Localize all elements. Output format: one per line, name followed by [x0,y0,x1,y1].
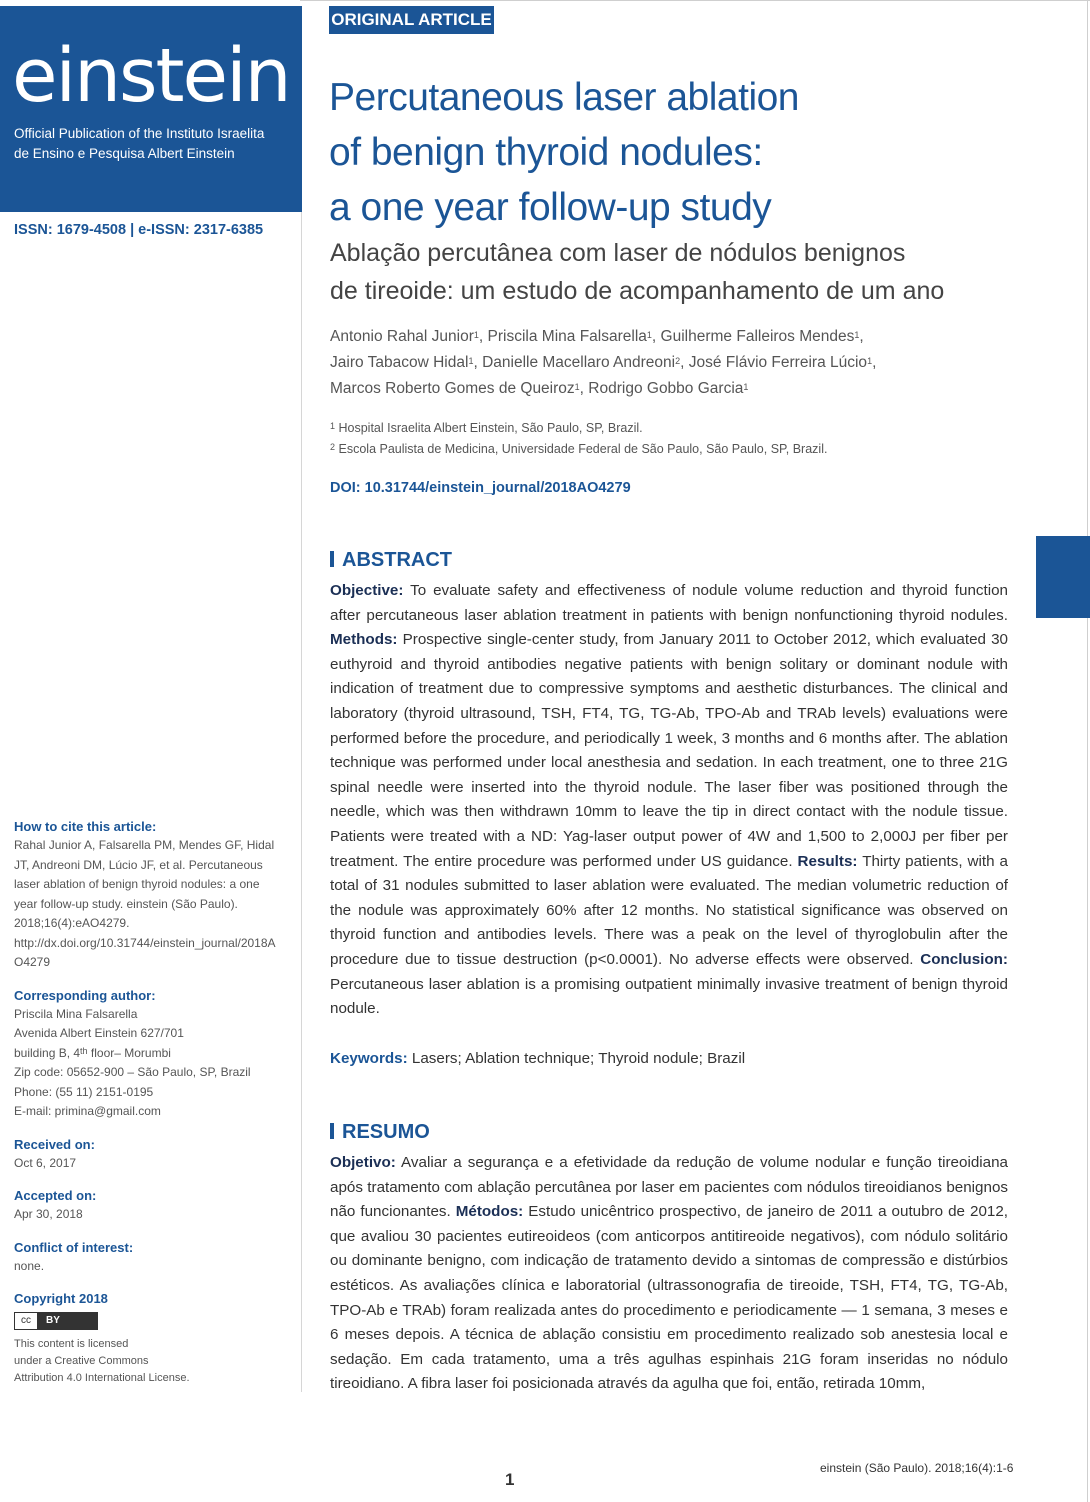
title-line: a one year follow-up study [329,186,772,229]
author-affiliation-mark: 1 [473,330,479,340]
methods-text: Prospective single-center study, from January 2011 to October 2012, which evaluated 30 euthyroid and thyroid antibodies negative patients with benign solitary or dominant nodule with indication of treatment due to compressive symptoms and aesthetic disturbances. The clinical and laboratory (thyroid ultrasound, TSH, FT4, TG, TG-Ab, TPO-Ab and TRAb levels) evaluations were performed before the procedure, and periodically 1 week, 3 months and 6 months after. The ablation technique was performed under local anesthesia and sedation. In each treatment, one to three 21G spinal needle were inserted into the thyroid nodule. The laser fiber was positioned through the needle, which was then withdrawn 10mm to leave the tip in direct contact with the nodule tissue. Patients were treated with a ND: Yag-laser output power of 4W and 1,500 to 2,000J per fiber per treatment. The entire procedure was performed under US guidance. [330,631,1008,870]
copyright-heading: Copyright 2018 [14,1291,108,1306]
article-title [329,70,1029,235]
affiliation-text: Hospital Israelita Albert Einstein, São Paulo, SP, Brazil. [338,421,643,435]
page-number: 1 [505,1470,515,1489]
received-heading: Received on: [14,1136,95,1152]
address-part: building B, 4 [14,1045,81,1060]
keywords-label: Keywords: [330,1050,408,1067]
objective-text: To evaluate safety and effectiveness of nodule volume reduction and thyroid function after percutaneous laser ablation treatment in patients with benign nonfunctioning thyroid nodules. [330,582,1008,624]
license-text: This content is licensed [14,1338,129,1350]
resumo-heading [330,1119,430,1145]
copyright-block [14,1290,284,1387]
journal-logo: einstein [12,33,290,119]
license-text: Attribution 4.0 International License. [14,1372,190,1384]
author-name: José Flávio Ferreira Lúcio [688,354,868,371]
article-title-portuguese [330,234,1030,310]
corresponding-zip: Zip code: 05652-900 – São Paulo, SP, Brazil [14,1065,251,1079]
corresponding-author-block [14,987,284,1122]
heading-bar [330,1123,334,1139]
author-name: Antonio Rahal Junior [330,328,474,345]
corresponding-address: Avenida Albert Einstein 627/701 [14,1026,184,1040]
title-pt-line: Ablação percutânea com laser de nódulos benignos [330,239,906,267]
resumo-body [330,1151,1008,1397]
page-top-border [300,0,1090,1]
address-part: floor– Morumbi [87,1045,171,1060]
keywords [330,1050,745,1067]
author-name: Guilherme Falleiros Mendes [660,328,855,345]
column-divider [301,212,302,1392]
author-name: Jairo Tabacow Hidal [330,354,469,371]
corresponding-heading: Corresponding author: [14,987,156,1003]
journal-subtitle-line: Official Publication of the Instituto Israelita [14,126,265,141]
corresponding-email[interactable]: E-mail: primina@gmail.com [14,1104,161,1118]
results-label: Results: [797,852,858,870]
author-line: Jairo Tabacow Hidal$^1$, Danielle Macellaro Andreoni$^2$, José Flávio Ferreira Lúcio$^1$, [330,354,877,371]
conflict-text: none. [14,1258,45,1273]
affiliation-2: $^2$ Escola Paulista de Medicina, Universidade Federal de São Paulo, São Paulo, SP, Brazil. [330,442,828,456]
page-right-border [1087,0,1088,1502]
metodos-text: Estudo unicêntrico prospectivo, de janeiro de 2011 a outubro de 2012, que avaliou 30 pacientes eutireoideos (com anticorpos antitireoide negativos), com nódulo solitário ou dominante benigno, com indicação de tratamento devido a sintomas de compressão e distúrbios estéticos. As avaliações clínica e laboratorial (ultrassonografia de tireoide, TSH, FT4, TG, TG-Ab, TPO-Ab e TRAb) foram realizada antes do procedimento e periodicamente — 1 semana, 3 meses e 6 meses depois. A técnica de ablação consistiu em procedimento realizado sob anestesia local e sedação. Em cada tratamento, uma a três agulhas espinhais 21G foram inseridas no nódulo tireoidiano. A fibra laser foi posicionada através da agulha que foi, então, retirada 10mm, [330,1203,1008,1393]
objetivo-label: Objetivo: [330,1154,396,1171]
author-affiliation-mark: 1 [574,382,580,392]
article-sidebar [14,818,284,1401]
author-affiliation-mark: 1 [854,330,860,340]
author-name: Danielle Macellaro Andreoni [482,354,676,371]
citation-heading: How to cite this article: [14,819,157,834]
metodos-label: Métodos: [455,1203,524,1221]
author-line: Marcos Roberto Gomes de Queiroz$^1$, Rodrigo Gobbo Garcia$^1$ [330,380,749,397]
author-line: Antonio Rahal Junior$^1$, Priscila Mina Falsarella$^1$, Guilherme Falleiros Mendes$^1$, [330,328,864,345]
author-affiliation-mark: 1 [646,330,652,340]
conclusion-text: Percutaneous laser ablation is a promising outpatient minimally invasive treatment of benign thyroid nodule. [330,975,1008,1018]
received-block [14,1136,284,1174]
corresponding-address [14,1044,284,1064]
conclusion-label: Conclusion: [920,950,1008,968]
objective-label: Objective: [330,582,404,599]
author-affiliation-mark: 1 [743,382,749,392]
journal-subtitle-line: de Ensino e Pesquisa Albert Einstein [14,146,235,161]
received-date: Oct 6, 2017 [14,1155,77,1170]
conflict-block [14,1239,284,1277]
accepted-date: Apr 30, 2018 [14,1207,83,1221]
article-type-tag: ORIGINAL ARTICLE [329,6,494,34]
author-list [330,324,1030,402]
affiliations [330,418,1030,460]
corresponding-phone: Phone: (55 11) 2151-0195 [14,1084,154,1099]
results-text: Thirty patients, with a total of 31 nodules submitted to laser ablation were evaluated. The median volumetric reduction of the nodule was approximately 60% after 12 months. No statistical significance was observed on thyroid function and antibodies levels. There was a peak on the level of thyroglobulin after the procedure due to tissue destruction (p<0.0001). No adverse effects were observed. [330,852,1008,968]
footer-citation: einstein (São Paulo). 2018;16(4):1-6 [820,1461,1014,1475]
author-affiliation-mark: 1 [468,356,474,366]
corresponding-name: Priscila Mina Falsarella [14,1006,138,1021]
cc-badge-right: BY [46,1315,60,1326]
abstract-heading [330,547,452,573]
creative-commons-badge-icon[interactable] [14,1312,98,1330]
resumo-heading-text: RESUMO [342,1121,430,1143]
abstract-heading-text: ABSTRACT [342,549,452,571]
journal-subtitle [14,124,294,164]
affiliation-text: Escola Paulista de Medicina, Universidade Federal de São Paulo, São Paulo, SP, Brazil. [338,442,828,456]
citation-block [14,818,284,973]
accepted-heading: Accepted on: [14,1188,97,1203]
citation-text: Rahal Junior A, Falsarella PM, Mendes GF, Hidal JT, Andreoni DM, Lúcio JF, et al. Percutaneous laser ablation of benign thyroid nodules: a one year follow-up study. einstein (São Paulo). 2018;16(4):eAO4279. http://dx.doi.org/10.31744/einstein_journal/2018AO4279 [14,838,276,969]
conflict-heading: Conflict of interest: [14,1239,134,1255]
cc-badge-left: cc [15,1313,38,1329]
doi-link[interactable]: DOI: 10.31744/einstein_journal/2018AO4279 [330,480,631,496]
heading-bar [330,551,334,567]
title-line: of benign thyroid nodules: [329,131,763,174]
objetivo-text: Avaliar a segurança e a efetividade da redução de volume nodular e função tireoidiana após tratamento com ablação percutânea por laser em pacientes com nódulos tireoidianos benignos não funcionantes. [330,1154,1008,1221]
title-line: Percutaneous laser ablation [329,76,799,119]
author-name: Marcos Roberto Gomes de Queiroz [330,380,575,397]
author-affiliation-mark: 1 [867,356,873,366]
abstract-body [330,579,1008,1022]
author-name: Rodrigo Gobbo Garcia [588,380,744,397]
affiliation-1: $^1$ Hospital Israelita Albert Einstein, São Paulo, SP, Brazil. [330,421,643,435]
address-sup: th [80,1045,88,1056]
side-tab-marker [1036,536,1090,618]
author-affiliation-mark: 2 [675,356,681,366]
keywords-text: Lasers; Ablation technique; Thyroid nodule; Brazil [411,1050,746,1067]
author-name: Priscila Mina Falsarella [487,328,647,345]
license-text: under a Creative Commons [14,1355,149,1367]
title-pt-line: de tireoide: um estudo de acompanhamento de um ano [330,277,945,305]
issn-line: ISSN: 1679-4508 | e-ISSN: 2317-6385 [14,222,264,238]
accepted-block [14,1187,284,1225]
methods-label: Methods: [330,631,398,649]
